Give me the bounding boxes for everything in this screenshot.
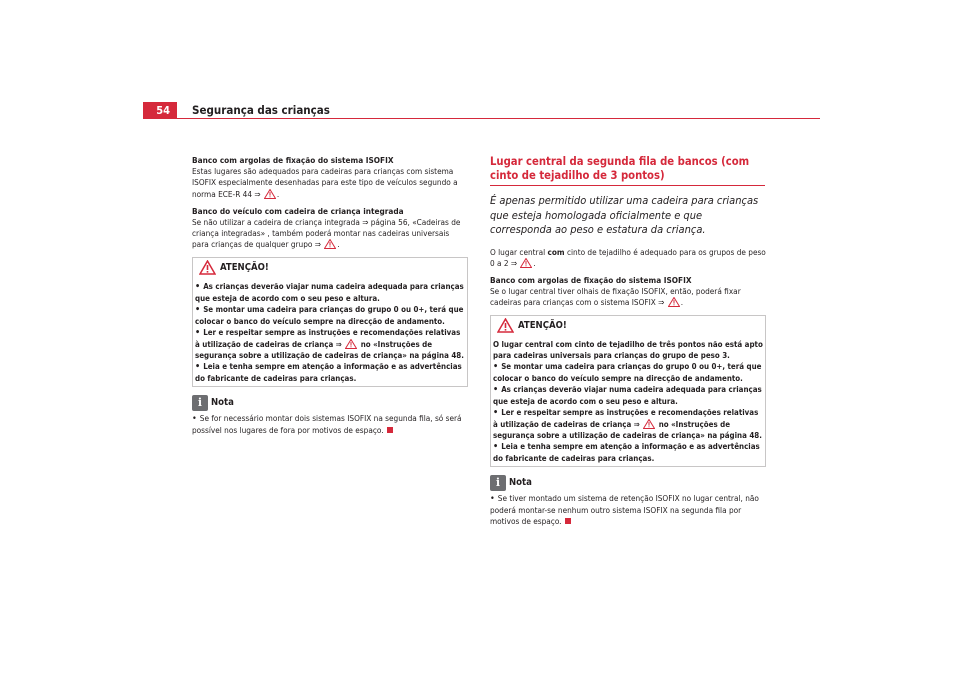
page-header-title: Segurança das crianças: [192, 103, 330, 117]
warning-header: [193, 258, 467, 278]
isofix-heading: Banco com argolas de fixação do sistema ISOFIX: [490, 274, 692, 285]
isofix-text: Se o lugar central tiver olhais de fixação ISOFIX, então, poderá fixar cadeiras para crianças com o sistema ISOFIX ⇒: [490, 286, 741, 308]
warning-item: • As crianças deverão viajar numa cadeira adequada para crianças que esteja de acordo com o seu peso e altura.: [195, 281, 464, 303]
warning-icon: [668, 297, 680, 307]
right-column: Lugar central da segunda fila de bancos (com cinto de tejadilho de 3 pontos) É apenas permitido utilizar uma cadeira para crianças que esteja homologada oficialmente e que corresponda ao peso e estatura da criança. O lugar central com cinto de tejadilho é adequado para os grupos de peso 0 a 2 ⇒ . Banco com argolas de fixação do sistema ISOFIX Se o lugar central tiver olhais de fixação ISOFIX, então, poderá fixar cadeiras para crianças com o sistema ISOFIX ⇒ . ATENÇÃO! O lugar central com cinto de tejadilho de três pontos não está apto para cadeiras universais para crianças do grupo de peso 3. • Se montar uma cadeira para crianças do grupo 0 ou 0+, terá que colocar o banco do veículo sempre na direcção de andamento. • As crianças deverão viajar numa cadeira adequada para crianças que esteja de acordo com o seu peso e altura. • Ler e respeitar sempre as instruções e recomendações relativas à utilização de cadeiras de criança ⇒ no «Instruções de segurança sobre a utilização de cadeiras de criança» na página 48. • Leia e tenha sempre em atenção a informação e as advertências do fabricante de cadeiras para crianças. i Nota • Se tiver montado um sistema de retenção ISOFIX no lugar central, não poderá montar-se nenhum outro sistema ISOFIX na segunda fila por motivos de espaço.: [490, 155, 766, 526]
warning-icon: [520, 258, 532, 268]
section-end-marker: [565, 518, 571, 524]
warning-item: • Se montar uma cadeira para crianças do grupo 0 ou 0+, terá que colocar o banco do veículo sempre na direcção de andamento.: [195, 304, 464, 326]
note-label: Nota: [211, 397, 234, 409]
section-intro: É apenas permitido utilizar uma cadeira para crianças que esteja homologada oficialmente e que corresponda ao peso e estatura da criança.: [490, 194, 759, 236]
note-header: [192, 395, 468, 411]
warning-header: [491, 316, 765, 336]
info-icon: i: [192, 395, 208, 411]
isofix-heading: Banco com argolas de fixação do sistema ISOFIX: [192, 155, 394, 165]
warning-triangle-icon: [497, 318, 514, 333]
warning-icon: [264, 189, 276, 199]
warning-label: ATENÇÃO!: [518, 319, 567, 331]
info-icon: i: [490, 475, 506, 491]
warning-icon: [324, 239, 336, 249]
warning-item: • Leia e tenha sempre em atenção a informação e as advertências do fabricante de cadeiras para crianças.: [493, 441, 760, 463]
integrated-seat-heading: Banco do veículo com cadeira de criança integrada: [192, 205, 404, 216]
warning-item: • Se montar uma cadeira para crianças do grupo 0 ou 0+, terá que colocar o banco do veículo sempre na direcção de andamento.: [493, 361, 762, 383]
warning-box: [490, 315, 766, 467]
warning-item: • Leia e tenha sempre em atenção a informação e as advertências do fabricante de cadeiras para crianças.: [195, 361, 462, 383]
section-end-marker: [387, 427, 393, 433]
header-divider: [177, 118, 820, 119]
isofix-text: Estas lugares são adequados para cadeiras para crianças com sistema ISOFIX especialmente desenhadas para este tipo de veículos segundo a norma ECE-R 44 ⇒: [192, 166, 458, 199]
page-number: 54: [143, 102, 177, 119]
section-divider: [490, 185, 765, 186]
warning-label: ATENÇÃO!: [220, 262, 269, 274]
warning-item: • As crianças deverão viajar numa cadeira adequada para crianças que esteja de acordo com o seu peso e altura.: [493, 384, 762, 406]
warning-box: [192, 257, 468, 387]
warning-icon: [643, 419, 655, 429]
warning-icon: [345, 339, 357, 349]
note-text: • Se for necessário montar dois sistemas ISOFIX na segunda fila, só será possível nos lugares de fora por motivos de espaço.: [192, 412, 462, 435]
note-text: • Se tiver montado um sistema de retenção ISOFIX no lugar central, não poderá montar-se nenhum outro sistema ISOFIX na segunda fila por motivos de espaço.: [490, 492, 759, 526]
section-title: Lugar central da segunda fila de bancos (com cinto de tejadilho de 3 pontos): [490, 155, 750, 182]
integrated-seat-text: Se não utilizar a cadeira de criança integrada ⇒ página 56, «Cadeiras de criança integradas» , também poderá montar nas cadeiras universais para crianças de qualquer grupo ⇒: [192, 217, 461, 250]
warning-item: • Ler e respeitar sempre as instruções e recomendações relativas à utilização de cadeiras de criança ⇒ no «Instruções de segurança sobre a utilização de cadeiras de criança» na página 48.: [493, 407, 762, 440]
note-label: Nota: [509, 476, 532, 488]
left-column: Banco com argolas de fixação do sistema ISOFIX Estas lugares são adequados para cadeiras para crianças com sistema ISOFIX especialmente desenhadas para este tipo de veículos segundo a norma ECE-R 44 ⇒ . Banco do veículo com cadeira de criança integrada Se não utilizar a cadeira de criança integrada ⇒ página 56, «Cadeiras de criança integradas» , também poderá montar nas cadeiras universais para crianças de qualquer grupo ⇒ . ATENÇÃO! • As crianças deverão viajar numa cadeira adequada para crianças que esteja de acordo com o seu peso e altura. • Se montar uma cadeira para crianças do grupo 0 ou 0+, terá que colocar o banco do veículo sempre na direcção de andamento. • Ler e respeitar sempre as instruções e recomendações relativas à utilização de cadeiras de criança ⇒ no «Instruções de segurança sobre a utilização de cadeiras de criança» na página 48. • Leia e tenha sempre em atenção a informação e as advertências do fabricante de cadeiras para crianças. i Nota • Se for necessário montar dois sistemas ISOFIX na segunda fila, só será possível nos lugares de fora por motivos de espaço.: [192, 155, 468, 442]
warning-triangle-icon: [199, 260, 216, 275]
note-header: [490, 475, 766, 491]
warning-item: • Ler e respeitar sempre as instruções e recomendações relativas à utilização de cadeiras de criança ⇒ no «Instruções de segurança sobre a utilização de cadeiras de criança» na página 48.: [195, 327, 464, 360]
warning-lead: O lugar central com cinto de tejadilho de três pontos não está apto para cadeiras universais para crianças do grupo de peso 3.: [493, 339, 763, 360]
center-seat-text: O lugar central com cinto de tejadilho é adequado para os grupos de peso 0 a 2 ⇒ .: [490, 246, 766, 268]
